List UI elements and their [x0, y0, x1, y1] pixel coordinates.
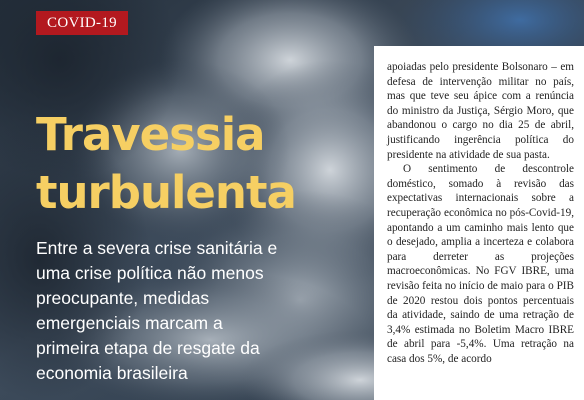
article-subhead: Entre a severa crise sanitária e uma crise política não menos preocupante, medidas emergenciais marcam a primeira etapa de resgate da economia brasileira	[36, 238, 278, 383]
headline-line-2: turbulenta	[36, 166, 296, 219]
category-tag: COVID-19	[36, 11, 128, 35]
headline-line-1: Travessia	[36, 108, 265, 161]
body-paragraph-2: O sentimento de descontrole doméstico, somado à revisão das expectativas internacionais sobre a recuperação econômica no pós-Covid-19, apontando a um caminho mais lento que o desejado, amplia a incerteza e colabora para derreter as projeções macroeconômicas. No FGV IBRE, uma revisão feita no início de maio para o PIB de 2020 restou dois pontos percentuais da atividade, saindo de uma retração de 3,4% estimada no Boletim Macro IBRE de abril para -5,4%. Uma retração na casa dos 5%, de acordo	[387, 163, 574, 365]
article-headline	[36, 106, 296, 222]
body-text-column	[374, 46, 584, 400]
body-paragraph-1: apoiadas pelo presidente Bolsonaro – em defesa de intervenção militar no país, mas que teve seu ápice com a renúncia do ministro da Justiça, Sérgio Moro, que abandonou o cargo no dia 25 de abril, justificando ingerência política do presidente na atividade de sua pasta.	[387, 61, 574, 161]
